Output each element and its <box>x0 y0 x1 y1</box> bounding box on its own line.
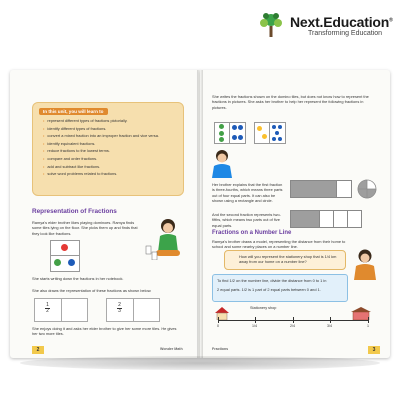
number-line-label: 0 <box>217 324 219 328</box>
domino-dot <box>272 125 276 129</box>
three-fourths-rectangle <box>290 180 352 198</box>
paragraph: Ramya's elder brother likes playing dominoes. Ramya finds some tiles lying on the floor. She picks them up and finds that they look like fractions. <box>32 220 138 236</box>
tip-line: 2 equal parts. 1/2 is 1 part of 2 equal parts between 0 and 1. <box>217 287 321 292</box>
number-line-tick <box>255 317 256 323</box>
box-divider <box>133 299 134 321</box>
question-text: How will you represent the stationery shop that is 1/4 km away from our home on a number line? <box>239 254 337 265</box>
two-fifths-rectangle <box>290 210 362 228</box>
paragraph: And the second fraction represents two-fifths, which means two parts out of five equal parts. <box>212 212 281 228</box>
page-number: 3 <box>368 346 380 354</box>
number-line-label: 2/4 <box>290 324 295 328</box>
boy-illustration <box>208 148 236 178</box>
learning-objectives-list <box>43 117 159 178</box>
book-shadow <box>20 356 380 370</box>
number-line-tick <box>330 317 331 323</box>
domino-dot <box>219 131 224 136</box>
fraction-representation-box <box>34 298 88 322</box>
page-footer: Wonder Math <box>160 347 183 351</box>
shaded-part <box>321 181 337 197</box>
unshaded-part <box>319 211 334 227</box>
number-line-tick <box>218 317 219 323</box>
number-line-label: 1/4 <box>252 324 257 328</box>
shaded-part <box>306 181 322 197</box>
list-item: • identify different types of fractions. <box>43 125 159 133</box>
list-item: • compare and order fractions. <box>43 155 159 163</box>
domino-tile <box>50 240 80 272</box>
domino-divider <box>269 123 270 143</box>
number-line-tick <box>368 317 369 323</box>
paragraph: Ramya's brother draws a model, representing the distance from their home to school and some nearby places on a number line. <box>212 239 346 250</box>
fraction-label: 1 2 <box>46 302 49 314</box>
box-divider <box>61 299 62 321</box>
shop-label: Stationery shop <box>250 306 277 310</box>
domino-tile <box>254 122 286 144</box>
shaded-part <box>291 211 306 227</box>
paragraph: She starts writing down the fractions in her notebook. <box>32 276 124 281</box>
paragraph: She writes the fractions shown on the domino tiles, but does not know how to represent the fractions in pictures. She asks her brother to help her represent the following fractions in pictures. <box>212 94 369 110</box>
book-spine <box>197 70 203 358</box>
paragraph: She enjoys doing it and asks her elder brother to give her some more tiles. He gives her two more tiles. <box>32 326 177 337</box>
three-fourths-circle <box>356 178 378 200</box>
number-line <box>210 306 376 328</box>
shaded-part <box>305 211 320 227</box>
brand-tagline: Transforming Education <box>308 30 383 37</box>
list-item: • represent different types of fractions pictorially. <box>43 117 159 125</box>
domino-dot <box>68 259 75 266</box>
left-page <box>10 70 200 358</box>
learning-objectives-box <box>32 102 184 196</box>
domino-dot <box>262 134 267 139</box>
tip-box <box>212 274 348 302</box>
domino-dot <box>219 124 224 129</box>
open-book <box>8 60 392 360</box>
list-item: • solve word problems related to fractions. <box>43 170 159 178</box>
shaded-part <box>291 181 307 197</box>
number-line-label: 1 <box>367 324 369 328</box>
page-footer: Fractions <box>212 347 229 351</box>
domino-dot <box>275 131 279 135</box>
question-bubble <box>224 250 346 270</box>
unshaded-part <box>333 211 348 227</box>
page-number: 2 <box>32 346 44 354</box>
paragraph: Her brother explains that the first fraction is three-fourths, which means three parts out of four equal parts. It can also be shown using a rectangle and circle. <box>212 182 283 204</box>
domino-tile <box>214 122 246 144</box>
domino-dot <box>278 137 282 141</box>
fraction-representation-box <box>106 298 160 322</box>
tip-line: To find 1/2 on the number line, divide the distance from 0 to 1 in <box>217 278 327 283</box>
domino-dot <box>278 125 282 129</box>
domino-dot <box>272 137 276 141</box>
number-line-label: 3/4 <box>327 324 332 328</box>
list-item: • convert a mixed fraction into an improper fraction and vice versa. <box>43 132 159 140</box>
list-item: • add and subtract like fractions. <box>43 163 159 171</box>
list-item: • identify equivalent fractions. <box>43 140 159 148</box>
section-title: Fractions on a Number Line <box>212 230 292 236</box>
list-item: • reduce fractions to the lowest terms. <box>43 147 159 155</box>
domino-dot <box>238 135 243 140</box>
domino-divider <box>51 255 79 256</box>
brand-name: Next.Education® <box>290 14 393 30</box>
number-line-tick <box>293 317 294 323</box>
section-title: Representation of Fractions <box>32 208 117 215</box>
domino-dot <box>61 244 68 251</box>
brand-logo <box>256 8 396 44</box>
domino-divider <box>229 123 230 143</box>
house-icon <box>214 306 230 320</box>
domino-dot <box>232 135 237 140</box>
domino-dot <box>232 125 237 130</box>
paragraph: She also draws the representation of these fractions as shown below. <box>32 288 152 293</box>
domino-dot <box>219 137 224 142</box>
fraction-label: 2 3 <box>118 302 121 314</box>
domino-dot <box>257 126 262 131</box>
girl-with-dominoes-illustration <box>144 216 186 260</box>
domino-dot <box>54 259 61 266</box>
right-page <box>200 70 390 358</box>
tree-logo-icon <box>256 10 286 40</box>
domino-dot <box>238 125 243 130</box>
girl-thinking-illustration <box>350 248 380 280</box>
learning-objectives-heading: In this unit, you will learn to <box>39 108 108 115</box>
